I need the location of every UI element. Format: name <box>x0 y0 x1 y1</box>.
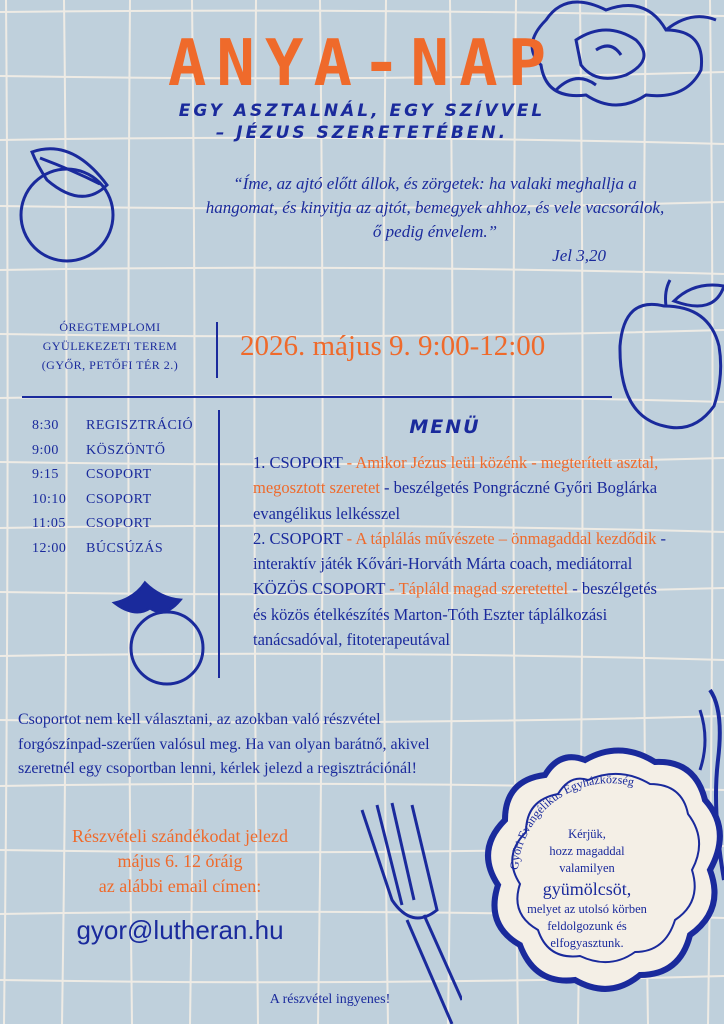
free-notice: A részvétel ingyenes! <box>269 992 391 1007</box>
menu-item: 2. CSOPORT - A táplálás művészete – önmagaddal kezdődik - interaktív játék Kővári-Horváth Márta coach, mediátorral <box>253 528 666 574</box>
schedule-time: 10:10 <box>32 491 67 507</box>
menu-item-name: 2. CSOPORT <box>253 528 343 548</box>
schedule-row <box>32 463 193 488</box>
orange-illustration <box>105 578 205 688</box>
venue-line2: GYÜLEKEZETI TEREM <box>42 339 178 353</box>
menu-item-desc: beszélgetés Pongráczné Győri Boglárka evangélikus lelkésszel <box>253 478 658 523</box>
event-date: 2026. május 9. 9:00-12:00 <box>240 330 546 362</box>
menu-heading: MENÜ <box>409 416 481 438</box>
schedule-label: KÖSZÖNTŐ <box>86 442 166 458</box>
venue-divider <box>216 322 218 378</box>
schedule-label: BÚCSÚZÁS <box>86 540 164 556</box>
schedule-row <box>32 537 193 562</box>
signup-line2: május 6. 12 óráig <box>117 851 243 871</box>
signup-line1: Részvételi szándékodat jelezd <box>72 826 288 846</box>
menu-item-name: 1. CSOPORT <box>253 453 343 472</box>
venue-line3: (GYŐR, PETŐFI TÉR 2.) <box>41 358 179 372</box>
schedule-label: CSOPORT <box>86 467 152 482</box>
plate-arc-text: Győri Evangélikus Egyházközség <box>506 772 636 871</box>
signup-instructions <box>20 824 340 899</box>
subtitle-line1: EGY ASZTALNÁL, EGY SZÍVVEL <box>178 101 546 121</box>
email-link[interactable]: gyor@lutheran.hu <box>76 915 284 945</box>
menu-item-topic: Tápláld magad szeretettel <box>398 579 569 599</box>
menu-item: KÖZÖS CSOPORT - Tápláld magad szeretettel - beszélgetés és közös ételkészítés Marton-Tóth Eszter táplálkozási tanácsadóval, fitoterapeutával <box>253 579 657 650</box>
bible-quote <box>200 172 670 268</box>
subtitle-line2: – JÉZUS SZERETETÉBEN. <box>215 123 509 143</box>
menu-item-topic: Amikor Jézus leül közénk - megterített asztal, megosztott szeretet <box>253 453 659 498</box>
venue <box>20 318 200 375</box>
schedule-time: 11:05 <box>32 516 66 531</box>
schedule-row <box>32 439 193 464</box>
plate-text <box>506 826 668 952</box>
subtitle <box>0 100 724 144</box>
apple-illustration <box>614 276 724 436</box>
plate-line1: Kérjük, <box>568 827 606 841</box>
plate-line5: feldolgozunk és <box>547 919 627 933</box>
schedule-time: 9:15 <box>32 467 59 482</box>
signup-line3: az alábbi email címen: <box>98 876 262 896</box>
menu-item-desc: beszélgetés és közös ételkészítés Marton-Tóth Eszter táplálkozási tanácsadóval, fitoterapeutával <box>253 579 657 650</box>
plate-line3: valamilyen <box>559 861 615 875</box>
plate-line6: elfogyasztunk. <box>550 936 624 950</box>
schedule-row <box>32 488 193 513</box>
quote-reference: Jel 3,20 <box>552 246 606 265</box>
plate-highlight: gyümölcsöt, <box>542 879 632 899</box>
fork-illustration <box>352 800 462 1024</box>
schedule-time: 12:00 <box>32 540 67 556</box>
quote-text: “Íme, az ajtó előtt állok, és zörgetek: ha valaki meghallja a hangomat, és kinyitja az ajtót, bemegyek ahhoz, és vele vacsorálok, ő pedig énvelem.” <box>205 174 665 241</box>
schedule-time: 8:30 <box>32 418 59 433</box>
peach-illustration <box>12 140 122 270</box>
menu-item-topic: A táplálás művészete – önmagaddal kezdődik <box>355 528 657 548</box>
schedule-time: 9:00 <box>32 442 59 458</box>
menu-item-desc: interaktív játék Kővári-Horváth Márta coach, mediátorral <box>253 554 633 574</box>
info-text: Csoportot nem kell választani, az azokban való részvétel forgószínpad-szerűen valósul meg. Ha van olyan barátnő, akivel szeretnél egy csoportban lenni, kérlek jelezd a regisztrációnál! <box>18 711 430 777</box>
schedule-row <box>32 512 193 537</box>
schedule-divider <box>218 410 220 678</box>
menu-item-name: KÖZÖS CSOPORT <box>253 579 386 599</box>
page-title: ANYA-NAP <box>167 27 557 101</box>
menu-list <box>253 450 673 652</box>
schedule-row <box>32 414 193 439</box>
plate-line4: melyet az utolsó körben <box>527 902 647 916</box>
schedule-label: CSOPORT <box>86 516 152 531</box>
schedule <box>32 414 193 561</box>
venue-line1: ÓREGTEMPLOMI <box>59 320 161 334</box>
schedule-label: CSOPORT <box>86 491 152 507</box>
horizontal-divider <box>22 396 612 398</box>
plate-line2: hozz magaddal <box>549 844 625 858</box>
schedule-label: REGISZTRÁCIÓ <box>86 418 194 433</box>
menu-item: 1. CSOPORT - Amikor Jézus leül közénk - megterített asztal, megosztott szeretet - beszélgetés Pongráczné Győri Boglárka evangélikus lelkésszel <box>253 453 659 523</box>
